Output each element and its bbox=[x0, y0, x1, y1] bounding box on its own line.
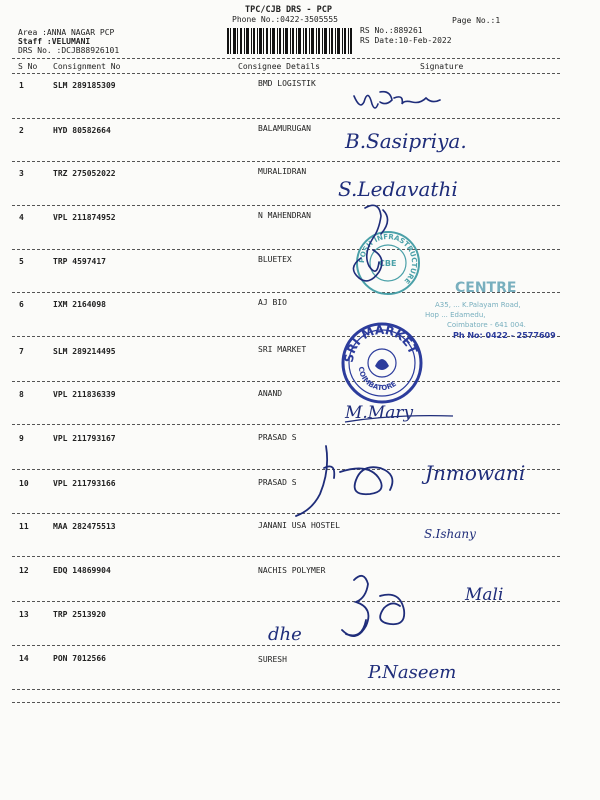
row-consignee: BALAMURUGAN bbox=[258, 124, 311, 133]
row-consignee: NACHIS POLYMER bbox=[258, 566, 326, 575]
signature-row-8 bbox=[345, 398, 455, 430]
row-consignment: TRP 2513920 bbox=[53, 610, 106, 619]
signature-row-2 bbox=[345, 126, 525, 160]
row-consignee: AJ BIO bbox=[258, 298, 287, 307]
row-sno: 10 bbox=[19, 479, 29, 488]
column-sno: S No bbox=[18, 62, 38, 71]
signature-row-1-text-layer bbox=[365, 86, 485, 116]
posh-stamp-center: CBE bbox=[379, 259, 397, 268]
row-consignment: IXM 2164098 bbox=[53, 300, 106, 309]
column-consignee: Consignee Details bbox=[238, 62, 320, 71]
row-consignment: TRP 4597417 bbox=[53, 257, 106, 266]
row-sno: 4 bbox=[19, 213, 24, 222]
row-sno: 5 bbox=[19, 257, 24, 266]
row-consignee: N MAHENDRAN bbox=[258, 211, 311, 220]
row-divider bbox=[12, 556, 560, 557]
signature-row-11 bbox=[424, 522, 504, 546]
star-icon bbox=[375, 359, 389, 370]
page-number: Page No.:1 bbox=[452, 16, 501, 25]
row-divider bbox=[12, 249, 560, 250]
row-consignment: VPL 211793166 bbox=[53, 479, 116, 488]
header-divider-top bbox=[12, 58, 560, 59]
signature-row-2-text: B.Sasipriya. bbox=[345, 129, 467, 153]
svg-text:COIMBATORE bbox=[357, 366, 398, 392]
row-consignment: VPL 211874952 bbox=[53, 213, 116, 222]
sri-market-stamp-top: SRI MARKET bbox=[341, 322, 421, 364]
row-sno: 9 bbox=[19, 434, 24, 443]
row-consignment: EDQ 14869904 bbox=[53, 566, 111, 575]
signature-row-4-5 bbox=[345, 198, 425, 293]
header-divider-bottom bbox=[12, 73, 560, 74]
staff-label: Staff :VELUMANI bbox=[18, 37, 91, 46]
signature-row-14-text: P.Naseem bbox=[368, 662, 457, 683]
signature-row-10-text: Jnmowani bbox=[425, 461, 526, 485]
row-divider bbox=[12, 381, 560, 382]
sri-market-stamp bbox=[341, 322, 423, 404]
row-divider bbox=[12, 161, 560, 162]
row-sno: 13 bbox=[19, 610, 29, 619]
row-consignee: ANAND bbox=[258, 389, 283, 398]
row-sno: 6 bbox=[19, 300, 24, 309]
row-consignment: MAA 282475513 bbox=[53, 522, 116, 531]
signature-row-8-text: M.Mary bbox=[345, 403, 414, 423]
row-sno: 2 bbox=[19, 126, 24, 135]
svg-text:SRI MARKET bbox=[342, 323, 421, 364]
row-consignee: SRI MARKET bbox=[258, 345, 307, 354]
posh-stamp-ring-text: POSH INFRASTRUCTURE bbox=[357, 232, 419, 286]
row-consignee: JANANI USA HOSTEL bbox=[258, 521, 340, 530]
centre-stamp-line3: Coimbatore - 641 004. bbox=[447, 321, 526, 329]
centre-stamp-phone: Ph No: 0422 - 2577609 bbox=[453, 331, 556, 340]
signature-row-10 bbox=[425, 458, 585, 490]
row-consignee: PRASAD S bbox=[258, 478, 297, 487]
barcode bbox=[227, 28, 352, 54]
signature-row-11-text: S.Ishany bbox=[424, 527, 476, 541]
row-consignee: PRASAD S bbox=[258, 433, 297, 442]
centre-stamp-title: CENTRE bbox=[455, 280, 517, 296]
row-consignment: VPL 211793167 bbox=[53, 434, 116, 443]
centre-stamp-line2: Hop ... Edamedu, bbox=[425, 311, 486, 319]
row-sno: 14 bbox=[19, 654, 29, 663]
sri-market-stamp-bottom: COIMBATORE bbox=[356, 366, 398, 393]
signature-row-3-text: S.Ledavathi bbox=[338, 177, 458, 201]
row-consignee: MURALIDRAN bbox=[258, 167, 307, 176]
phone-number: Phone No.:0422-3505555 bbox=[232, 15, 338, 24]
sheet-title: TPC/CJB DRS - PCP bbox=[245, 5, 332, 15]
row-consignee: SURESH bbox=[258, 655, 287, 664]
rs-number: RS No.:889261 bbox=[360, 26, 423, 35]
column-signature: Signature bbox=[420, 62, 464, 71]
centre-stamp-line1: A35, ... K.Palayam Road, bbox=[435, 301, 521, 309]
row-consignee: BLUETEX bbox=[258, 255, 292, 264]
row-sno: 8 bbox=[19, 390, 24, 399]
signature-row-12-text: Mali bbox=[465, 585, 504, 605]
column-consignment: Consignment No bbox=[53, 62, 121, 71]
signature-row-12-13 bbox=[268, 570, 418, 648]
signature-row-1-text: V.Prem bbox=[365, 106, 369, 107]
row-sno: 7 bbox=[19, 347, 24, 356]
row-consignee: BMD LOGISTIK bbox=[258, 79, 316, 88]
rs-date: RS Date:10-Feb-2022 bbox=[360, 36, 452, 45]
row-consignment: VPL 211836339 bbox=[53, 390, 116, 399]
row-sno: 3 bbox=[19, 169, 24, 178]
area-label: Area :ANNA NAGAR PCP bbox=[18, 28, 115, 37]
row-sno: 11 bbox=[19, 522, 29, 531]
row-sno: 12 bbox=[19, 566, 29, 575]
row-consignment: SLM 289214495 bbox=[53, 347, 116, 356]
row-consignment: SLM 289185309 bbox=[53, 81, 116, 90]
signature-row-9 bbox=[290, 438, 420, 518]
signature-row-12 bbox=[465, 580, 545, 610]
row-consignment: TRZ 275052022 bbox=[53, 169, 116, 178]
row-consignment: HYD 80582664 bbox=[53, 126, 111, 135]
drs-number: DRS No. :DCJB88926101 bbox=[18, 46, 120, 55]
sheet-end-divider bbox=[12, 702, 560, 703]
row-divider bbox=[12, 118, 560, 119]
row-sno: 1 bbox=[19, 81, 24, 90]
row-divider bbox=[12, 513, 560, 514]
signature-row-14 bbox=[368, 656, 508, 690]
row-consignment: PON 7012566 bbox=[53, 654, 106, 663]
row-divider bbox=[12, 424, 560, 425]
signature-row-13-text: dhe bbox=[268, 624, 302, 645]
